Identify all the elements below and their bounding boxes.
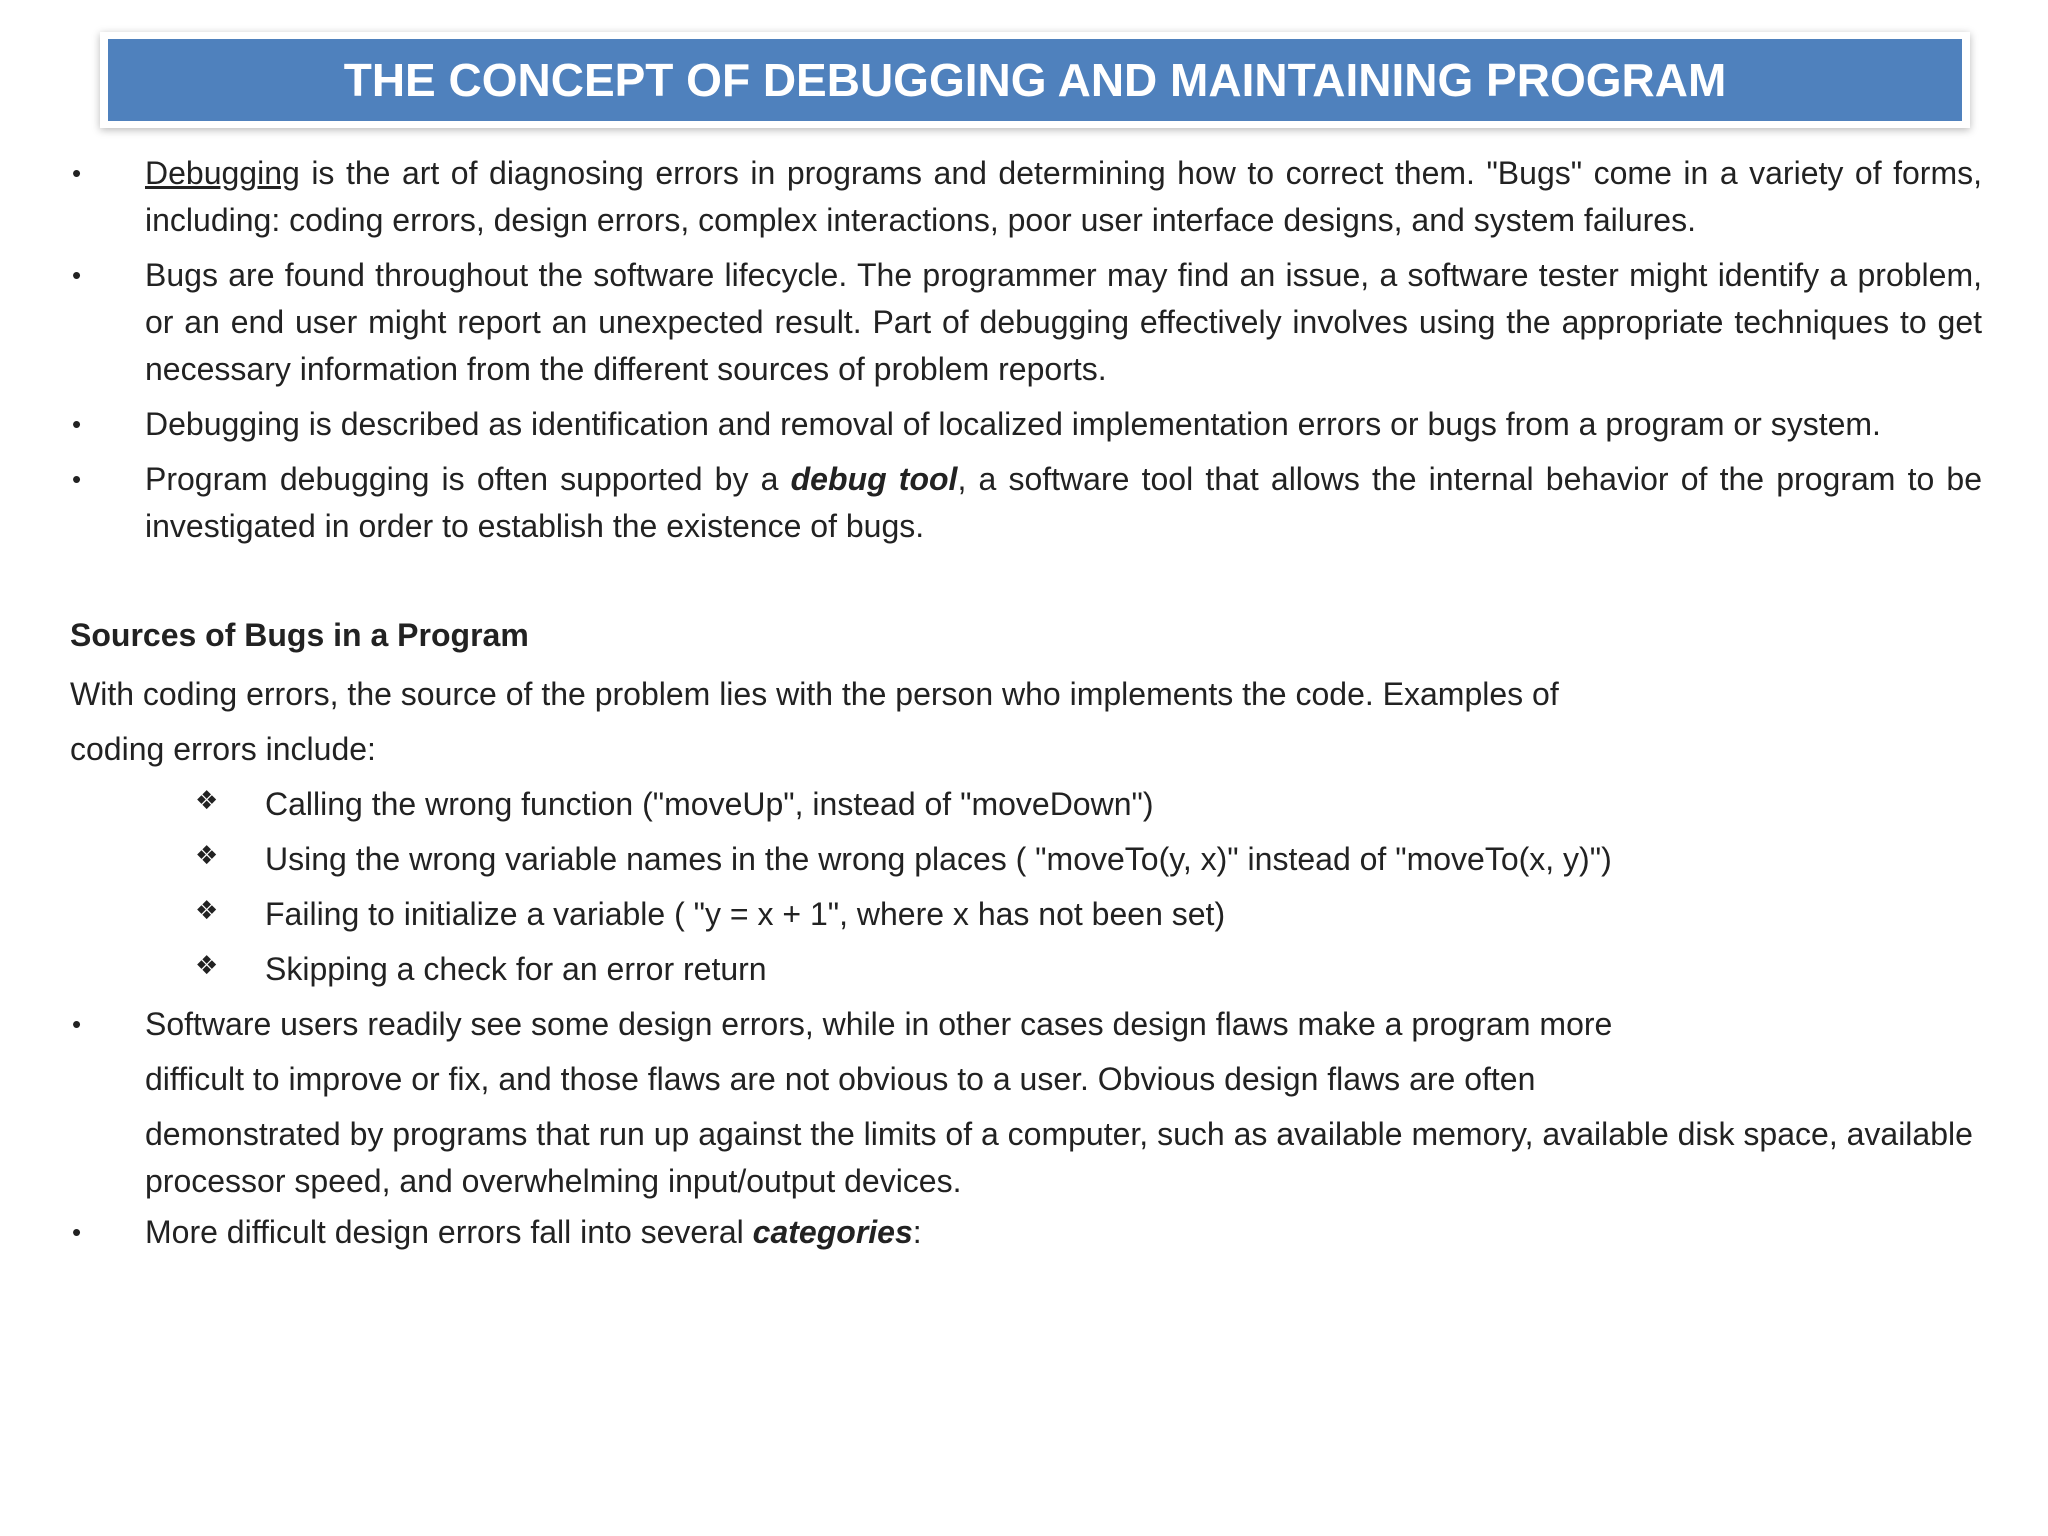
bullet-text: Debugging is described as identification and removal of localized implementation errors or bugs from a program or system. [145,406,1881,442]
diamond-bullet-icon: ❖ [195,950,219,980]
example-text: Failing to initialize a variable ( "y = x + 1", where x has not been set) [265,896,1226,932]
diamond-bullet-icon: ❖ [195,785,219,815]
coding-error-examples [70,777,1982,997]
bullet-item-categories [70,1205,1982,1260]
term-debugging: Debugging [145,155,300,191]
bullet-item-identification [70,401,1982,448]
bullet-text-before: Program debugging is often supported by a [145,461,791,497]
list-item [70,887,1982,942]
section-intro-line: With coding errors, the source of the problem lies with the person who implements the code. Examples of [70,676,1559,712]
title-bar [108,39,1962,121]
slide-content [70,150,1982,1268]
section-heading: Sources of Bugs in a Program [70,617,529,653]
bullet-icon: • [72,409,82,439]
bullet-item-debugging-definition [70,150,1982,244]
title-frame [100,32,1970,128]
example-text: Calling the wrong function ("moveUp", instead of "moveDown") [265,786,1154,822]
list-item [70,777,1982,832]
term-categories: categories [752,1214,913,1250]
bullet-text-after: : [912,1214,922,1250]
bullet-icon: • [72,1009,82,1039]
example-text: Using the wrong variable names in the wrong places ( "moveTo(y, x)" instead of "moveTo(x, y)") [265,841,1612,877]
bullet-text-after: , a software tool that allows the internal behavior of the program to be investigated in order to establish the existence of bugs. [145,461,1983,544]
bullet-icon: • [72,1217,82,1247]
section-intro-line: coding errors include: [70,731,376,767]
bullet-item-debug-tool [70,456,1982,550]
example-text: Skipping a check for an error return [265,951,767,987]
list-item [70,832,1982,887]
bullet-text: Bugs are found throughout the software lifecycle. The programmer may find an issue, a software tester might identify a problem, or an end user might report an unexpected result. Part of debugging effectively involves using the appropriate techniques to get necessary information from the different sources of problem reports. [145,257,1982,387]
bullet-item-lifecycle [70,252,1982,393]
bullet-text-line: difficult to improve or fix, and those flaws are not obvious to a user. Obvious design flaws are often [145,1061,1536,1097]
bullet-icon: • [72,260,82,290]
list-item [70,942,1982,997]
term-debug-tool: debug tool [790,461,958,497]
bullet-icon: • [72,464,82,494]
diamond-bullet-icon: ❖ [195,895,219,925]
bullet-text-before: More difficult design errors fall into several [145,1214,753,1250]
spacer [70,558,1982,612]
bullet-icon: • [72,158,82,188]
bullet-item-design-errors [70,997,1982,1205]
bullet-text-line: demonstrated by programs that run up against the limits of a computer, such as available memory, available disk space, available processor speed, and overwhelming input/output devices. [145,1116,1973,1199]
bullet-text-line: Software users readily see some design errors, while in other cases design flaws make a program more [145,1006,1613,1042]
diamond-bullet-icon: ❖ [195,840,219,870]
bullet-text: is the art of diagnosing errors in programs and determining how to correct them. "Bugs" come in a variety of forms, including: coding errors, design errors, complex interactions, poor user interface designs, and system failures. [145,155,1982,238]
slide-title: THE CONCEPT OF DEBUGGING AND MAINTAINING PROGRAM [343,54,1727,106]
